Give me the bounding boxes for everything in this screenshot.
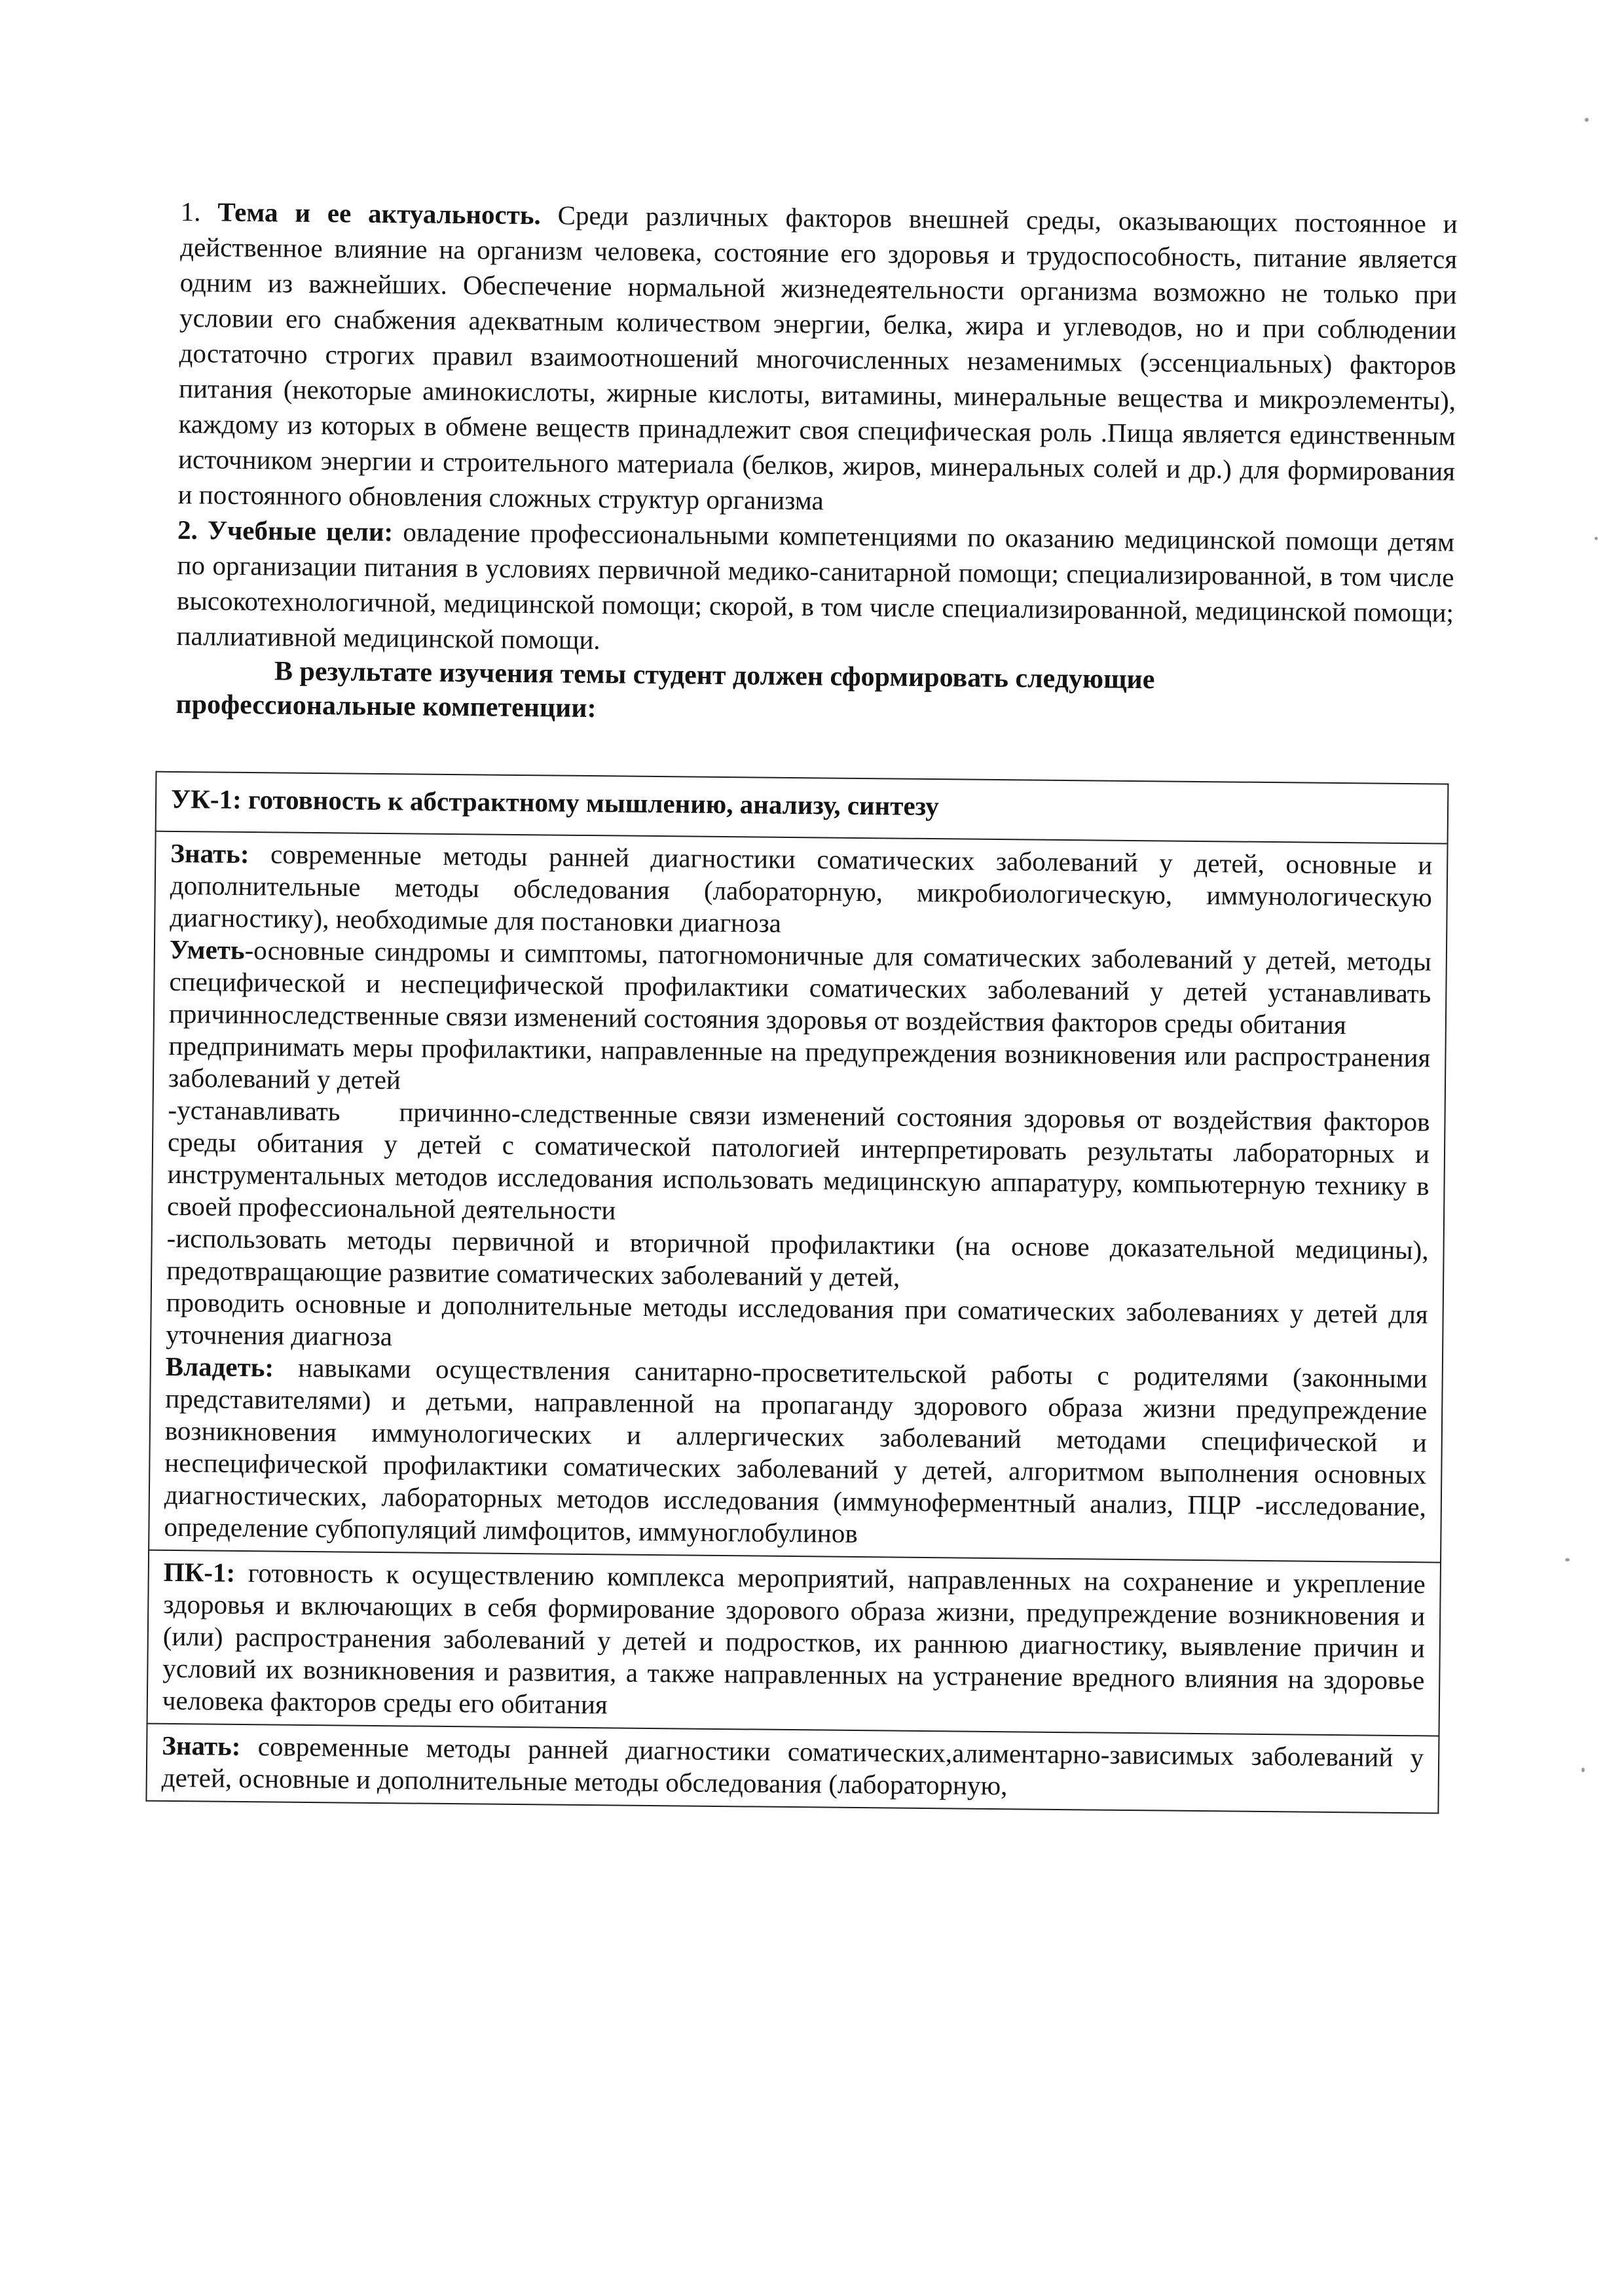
section-topic-relevance: [177, 194, 1458, 524]
section-title: Тема и ее актуальность.: [217, 196, 542, 230]
pk1-know: [162, 1730, 1424, 1806]
section-title: 2. Учебные цели:: [177, 514, 394, 547]
uk1-content-cell: [149, 831, 1447, 1563]
know-label: Знать:: [162, 1730, 241, 1761]
know-text: современные методы ранней диагностики соматических,алиментарно-зависимых заболеваний у детей, основные и дополнительные методы обследования (лабораторную,: [161, 1731, 1424, 1801]
able-label: Уметь: [169, 934, 245, 965]
document-body: [161, 194, 1458, 1814]
know-label: Знать:: [170, 837, 249, 869]
pk1-header-label: ПК-1:: [163, 1556, 236, 1588]
competencies-table: [145, 771, 1449, 1814]
scan-speck: [1565, 1558, 1570, 1561]
own-text: навыками осуществления санитарно-просветительской работы с родителями (законными представителями) и детьми, направленной на пропаганду здорового образа жизни предупреждение возникновения иммунологических и аллергических заболеваний методами специфической и неспецифической профилактики соматических заболеваний у детей, алгоритмом выполнения основных диагностических, лабораторных методов исследования (иммуноферментный анализ, ПЦР -исследование, определение субпопуляций лимфоцитов, иммуноглобулинов: [164, 1352, 1428, 1549]
uk1-able: [169, 934, 1431, 1042]
result-heading: В результате изучения темы студент должен сформировать следующие профессиональные компетенции:: [175, 656, 1155, 724]
section-text: Среди различных факторов внешней среды, оказывающих постоянное и действенное влияние на организм человека, состояние его здоровья и трудоспособность, питание является одним из важнейших. Обеспечение нормальной жизнедеятельности организма возможно не только при условии его снабжения адекватным количеством энергии, белка, жира и углеводов, но и при соблюдении достаточно строгих правил взаимоотношений многочисленных незаменимых (эссенциальных) факторов питания (некоторые аминокислоты, жирные кислоты, витамины, минеральные вещества и микроэлементы), каждому из которых в обмене веществ принадлежит своя специфическая роль .Пища является единственным источником энергии и строительного материала (белков, жиров, минеральных солей и др.) для формирования и постоянного обновления сложных структур организма: [177, 200, 1458, 516]
uk1-header: УК-1: готовность к абстрактному мышлению, анализу, синтезу: [170, 783, 939, 822]
section-text: овладение профессиональными компетенциями по оказанию медицинской помощи детям по организации питания в условиях первичной медико-санитарной помощи; специализированной, в том числе высокотехнологичной, медицинской помощи; скорой, в том числе специализированной, медицинской помощи; паллиативной медицинской помощи.: [176, 517, 1455, 655]
able-text: -основные синдромы и симптомы, патогномоничные для соматических заболеваний у детей, методы специфической и неспецифической профилактики соматических заболеваний у детей устанавливать причинноследственные связи изменений состояния здоровья от воздействия факторов среды обитания: [168, 934, 1432, 1040]
section-number: 1.: [180, 196, 201, 227]
know-text: современные методы ранней диагностики соматических заболеваний у детей, основные и дополнительные методы обследования (лабораторную, микробиологическую, иммунологическую диагностику), необходимые для постановки диагноза: [170, 839, 1433, 938]
uk1-able-4: -использовать методы первичной и вторичной профилактики (на основе доказательной медицины), предотвращающие развитие соматических заболеваний у детей,: [166, 1222, 1429, 1292]
uk1-able-3: [167, 1094, 1430, 1234]
pk1-header-cell: [147, 1550, 1441, 1736]
own-label: Владеть:: [165, 1351, 274, 1383]
uk1-know: [170, 837, 1432, 945]
uk1-able-5: проводить основные и дополнительные методы исследования при соматических заболеваниях у детей для уточнения диагноза: [166, 1286, 1428, 1352]
table-row: [146, 1724, 1439, 1813]
table-row: [147, 1550, 1441, 1736]
able-3a: -устанавливать: [168, 1094, 341, 1127]
able-3b: причинно-следственные связи изменений состояния здоровья от воздействия факторов среды обитания у детей с соматической патологией интерпретировать результаты лабораторных и инструментальных методов исследования использовать медицинскую аппаратуру, компьютерную технику в своей профессиональной деятельности: [166, 1097, 1430, 1226]
section-learning-goals: [176, 512, 1454, 666]
scan-speck: [1595, 537, 1598, 540]
pk1-content-cell: [146, 1724, 1439, 1813]
pk1-header-text: готовность к осуществлению комплекса мероприятий, направленных на сохранение и укрепление здоровья и включающих в себя формирование здорового образа жизни, предупреждение возникновения и (или) распространения заболеваний у детей и подростков, их раннюю диагностику, выявление причин и условий их возникновения и развития, а также направленных на устранение вредного влияния на здоровье человека факторов среды его обитания: [162, 1558, 1426, 1720]
scan-speck: [1581, 1768, 1585, 1772]
uk1-own: [164, 1351, 1428, 1555]
table-row: [149, 831, 1447, 1563]
scan-speck: [1585, 118, 1589, 122]
uk1-able-2: предпринимать меры профилактики, направленные на предупреждения возникновения или распространения заболеваний у детей: [168, 1030, 1431, 1095]
